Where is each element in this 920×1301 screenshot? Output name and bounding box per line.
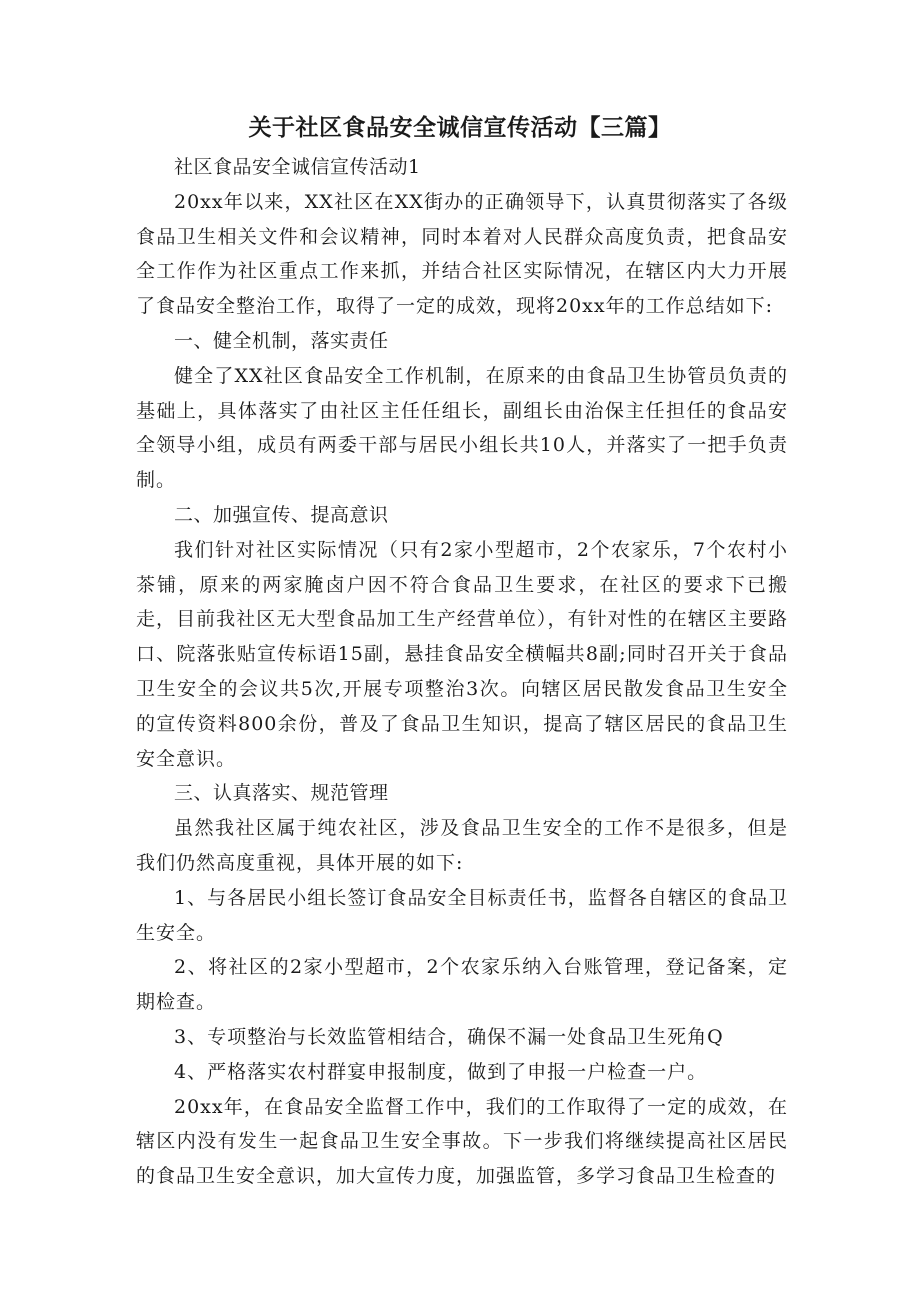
body-paragraph: 20xx年，在食品安全监督工作中，我们的工作取得了一定的成效，在辖区内没有发生一起食品卫生安全事故。下一步我们将继续提高社区居民的食品卫生安全意识，加大宣传力度，加强监管，多学习食品卫生检查的: [136, 1095, 788, 1188]
intro-paragraph: 20xx年以来，XX社区在XX街办的正确领导下，认真贯彻落实了各级食品卫生相关文件和会议精神，同时本着对人民群众高度负责，把食品安全工作作为社区重点工作来抓，并结合社区实际情况，在辖区内大力开展了食品安全整治工作，取得了一定的成效，现将20xx年的工作总结如下:: [136, 190, 788, 318]
body-paragraph: 健全了XX社区食品安全工作机制，在原来的由食品卫生协管员负责的基础上，具体落实了由社区主任任组长，副组长由治保主任担任的食品安全领导小组，成员有两委干部与居民小组长共10人，并落实了一把手负责制。: [136, 364, 788, 492]
section-heading-3: 三、认真落实、规范管理: [174, 782, 389, 805]
list-item: 4、严格落实农村群宴申报制度，做到了申报一户检查一户。: [174, 1060, 708, 1083]
list-item: 1、与各居民小组长签订食品安全目标责任书，监督各自辖区的食品卫生安全。: [136, 886, 788, 944]
section-subtitle: 社区食品安全诚信宣传活动1: [174, 156, 421, 178]
body-paragraph: 我们针对社区实际情况（只有2家小型超市，2个农家乐，7个农村小茶铺，原来的两家腌卤户因不符合食品卫生要求，在社区的要求下已搬走，目前我社区无大型食品加工生产经营单位），有针对性的在辖区主要路口、院落张贴宣传标语15副，悬挂食品安全横幅共8副;同时召开关于食品卫生安全的会议共5次,开展专项整治3次。向辖区居民散发食品卫生安全的宣传资料800余份，普及了食品卫生知识，提高了辖区居民的食品卫生安全意识。: [136, 538, 788, 770]
document-body: [136, 150, 788, 1194]
section-heading-1: 一、健全机制，落实责任: [174, 329, 389, 352]
list-item: 3、专项整治与长效监管相结合，确保不漏一处食品卫生死角Q: [174, 1025, 724, 1048]
body-paragraph: 虽然我社区属于纯农社区，涉及食品卫生安全的工作不是很多，但是我们仍然高度重视，具体开展的如下:: [136, 817, 788, 874]
section-heading-2: 二、加强宣传、提高意识: [174, 503, 389, 526]
list-item: 2、将社区的2家小型超市，2个农家乐纳入台账管理，登记备案，定期检查。: [136, 956, 788, 1014]
document-title: 关于社区食品安全诚信宣传活动【三篇】: [248, 115, 672, 141]
